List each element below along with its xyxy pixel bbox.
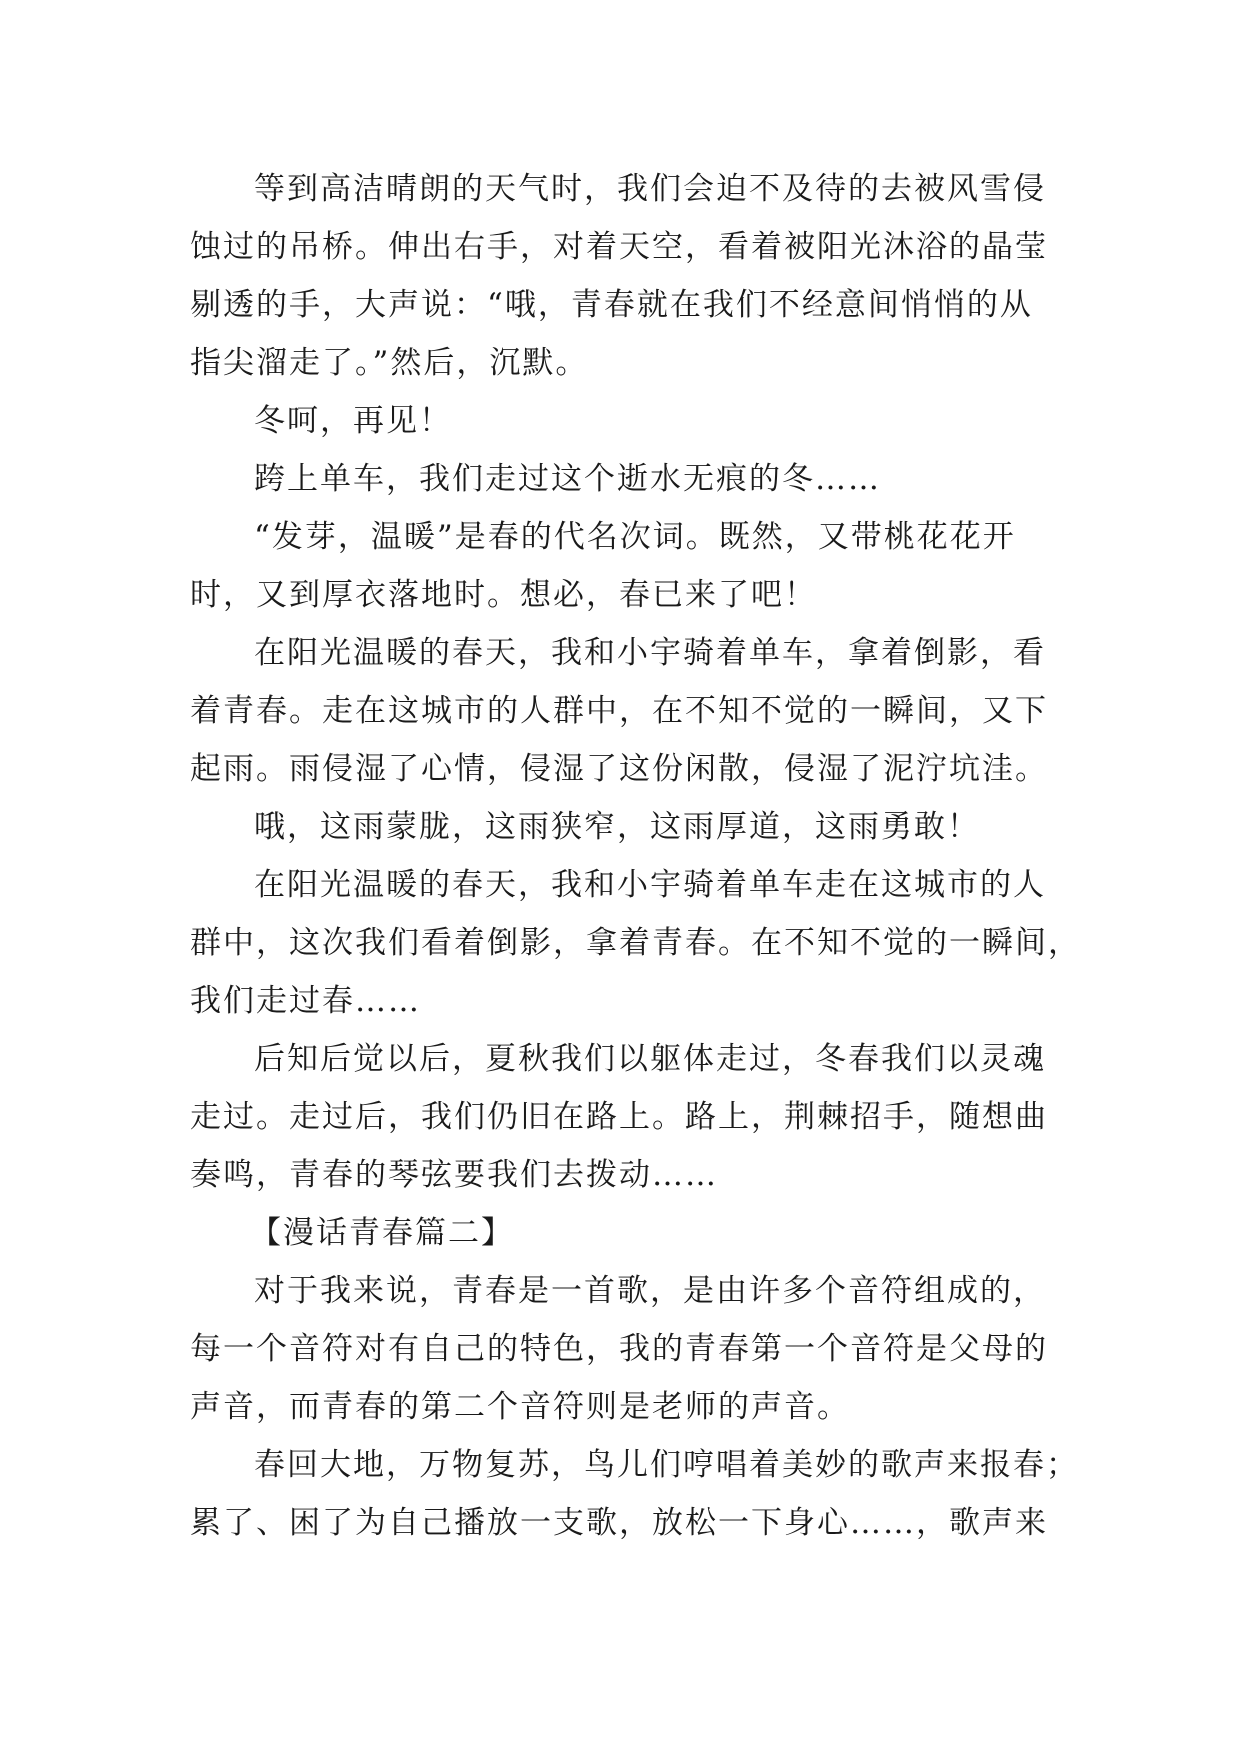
- text-line: 剔透的手，大声说：“哦，青春就在我们不经意间悄悄的从: [190, 287, 1033, 323]
- text-line: 累了、困了为自己播放一支歌，放松一下身心……，歌声来: [190, 1505, 1048, 1541]
- text-line: 后知后觉以后，夏秋我们以躯体走过，冬春我们以灵魂: [254, 1041, 1046, 1077]
- text-line: 蚀过的吊桥。伸出右手，对着天空，看着被阳光沐浴的晶莹: [190, 229, 1048, 265]
- paragraph-4: [190, 508, 1070, 624]
- paragraph-3: [190, 450, 1070, 508]
- document-body: [190, 160, 1081, 1552]
- paragraph-10: [190, 1262, 1070, 1436]
- paragraph-11: [190, 1436, 1079, 1552]
- text-line: 春回大地，万物复苏，鸟儿们哼唱着美妙的歌声来报春；: [254, 1447, 1079, 1483]
- paragraph-8: [190, 1030, 1070, 1204]
- text-line: 起雨。雨侵湿了心情，侵湿了这份闲散，侵湿了泥泞坑洼。: [190, 751, 1048, 787]
- text-line: 群中，这次我们看着倒影，拿着青春。在不知不觉的一瞬间，: [190, 925, 1081, 961]
- text-line: 在阳光温暖的春天，我和小宇骑着单车走在这城市的人: [254, 867, 1046, 903]
- text-line: 冬呵，再见！: [254, 403, 452, 439]
- paragraph-1: [190, 160, 1070, 392]
- text-line: 时，又到厚衣落地时。想必，春已来了吧！: [190, 577, 817, 613]
- text-line: 跨上单车，我们走过这个逝水无痕的冬……: [254, 461, 881, 497]
- text-line: 指尖溜走了。”然后，沉默。: [190, 345, 589, 381]
- text-line: 我们走过春……: [190, 983, 421, 1019]
- paragraph-2: [190, 392, 1070, 450]
- text-line: 哦，这雨蒙胧，这雨狭窄，这雨厚道，这雨勇敢！: [254, 809, 980, 845]
- text-line: 着青春。走在这城市的人群中，在不知不觉的一瞬间，又下: [190, 693, 1048, 729]
- text-line: 走过。走过后，我们仍旧在路上。路上，荆棘招手，随想曲: [190, 1099, 1048, 1135]
- text-line: “发芽，温暖”是春的代名次词。既然，又带桃花花开: [254, 519, 1016, 555]
- text-line: 奏鸣，青春的琴弦要我们去拨动……: [190, 1157, 718, 1193]
- section-heading: [190, 1204, 1070, 1262]
- paragraph-5: [190, 624, 1070, 798]
- paragraph-6: [190, 798, 1070, 856]
- section-heading-text: 【漫话青春篇二】: [250, 1215, 514, 1251]
- text-line: 对于我来说，青春是一首歌，是由许多个音符组成的，: [254, 1273, 1046, 1309]
- paragraph-7: [190, 856, 1081, 1030]
- text-line: 声音，而青春的第二个音符则是老师的声音。: [190, 1389, 850, 1425]
- text-line: 等到高洁晴朗的天气时，我们会迫不及待的去被风雪侵: [254, 171, 1046, 207]
- text-line: 在阳光温暖的春天，我和小宇骑着单车，拿着倒影，看: [254, 635, 1046, 671]
- text-line: 每一个音符对有自己的特色，我的青春第一个音符是父母的: [190, 1331, 1048, 1367]
